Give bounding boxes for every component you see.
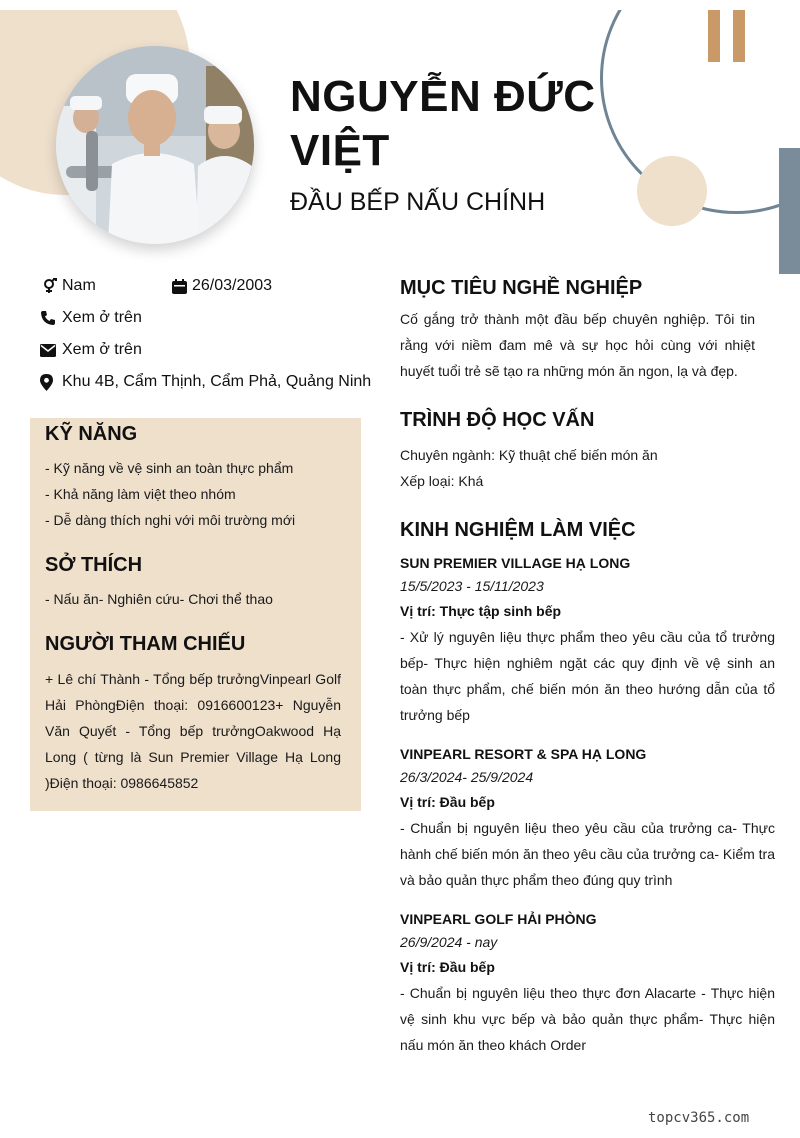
job-role: Vị trí: Thực tập sinh bếp [400,603,562,619]
gender-icon [40,277,62,295]
contact-gender [40,277,96,295]
email-text: Xem ở trên [62,341,142,358]
education-major: Chuyên ngành: Kỹ thuật chế biến món ăn [400,447,658,463]
calendar-icon [172,277,192,295]
objective-heading: MỤC TIÊU NGHỀ NGHIỆP [400,277,643,299]
chef-photo-illustration [56,46,254,244]
education-grade: Xếp loại: Khá [400,473,484,489]
contact-email [40,341,142,359]
skills-heading: KỸ NĂNG [45,423,138,445]
job-role: Vị trí: Đầu bếp [400,794,495,810]
objective-text: Cố gắng trở thành một đầu bếp chuyên nghiệp. Tôi tin rằng với niềm đam mê và sự học hỏi cùng với nhiệt huyết tuổi trẻ sẽ tạo ra những món ăn ngon, lạ và đẹp. [400,311,755,379]
gender-text: Nam [62,277,96,294]
candidate-name [290,70,600,178]
references-text: + Lê chí Thành - Tổng bếp trưởngVinpearl Golf Hải PhòngĐiện thoại: 0916600123+ Nguyễn Văn Quyết - Tổng bếp trưởngOakwood Hạ Long ( từng là Sun Premier Village Hạ Long )Điện thoại: 0986645852 [45,671,341,791]
contact-phone [40,309,142,327]
job-date: 26/3/2024- 25/9/2024 [400,769,534,785]
job-company: SUN PREMIER VILLAGE HẠ LONG [400,555,631,571]
contact-birthdate [172,277,272,295]
email-icon [40,341,62,359]
name-line-2: VIỆT [290,126,390,175]
job-description: - Xử lý nguyên liệu thực phẩm theo yêu cầu của tổ trưởng bếp- Thực hiện nghiêm ngặt các quy định về vệ sinh an toàn thực phẩm, chế biến món ăn theo hướng dẫn của tổ trưởng bếp [400,629,775,723]
job-company: VINPEARL GOLF HẢI PHÒNG [400,911,597,927]
education-heading: TRÌNH ĐỘ HỌC VẤN [400,409,595,431]
job-description: - Chuẩn bị nguyên liệu theo yêu cầu của trưởng ca- Thực hành chế biến món ăn theo yêu cầu của trưởng ca- Kiểm tra và bảo quản thực phẩm theo đúng quy trình [400,820,775,888]
phone-icon [40,309,62,327]
decor-tan-bar-left [708,10,720,62]
experience-heading: KINH NGHIỆM LÀM VIỆC [400,519,636,541]
left-info-panel [30,418,361,811]
decor-tan-bar-right [733,10,745,62]
location-pin-icon [40,373,62,391]
name-line-1: NGUYỄN ĐỨC [290,72,596,121]
references-heading: NGƯỜI THAM CHIẾU [45,633,246,655]
phone-text: Xem ở trên [62,309,142,326]
job-description: - Chuẩn bị nguyên liệu theo thực đơn Alacarte - Thực hiện vệ sinh khu vực bếp và bảo quản thực phẩm- Thực hiện nấu món ăn theo khách Order [400,985,775,1053]
hobbies-heading: SỞ THÍCH [45,554,143,576]
decor-top-margin [0,0,800,10]
address-text: Khu 4B, Cẩm Thịnh, Cẩm Phả, Quảng Ninh [62,373,372,390]
skill-item: - Kỹ năng về vệ sinh an toàn thực phẩm [45,460,294,476]
birthdate-text: 26/03/2003 [192,277,273,294]
profile-photo [56,46,254,244]
job-date: 26/9/2024 - nay [400,934,498,950]
hobbies-text: - Nấu ăn- Nghiên cứu- Chơi thể thao [45,591,273,607]
decor-beige-dot [637,156,707,226]
skill-item: - Khả năng làm việt theo nhóm [45,486,236,502]
job-role: Vị trí: Đầu bếp [400,959,495,975]
job-company: VINPEARL RESORT & SPA HẠ LONG [400,746,647,762]
decor-slate-bar [779,148,800,274]
job-title: ĐẦU BẾP NẤU CHÍNH [290,188,546,216]
job-date: 15/5/2023 - 15/11/2023 [400,578,544,594]
contact-address [40,373,371,391]
skill-item: - Dễ dàng thích nghi với môi trường mới [45,512,296,528]
footer-watermark: topcv365.com [648,1110,750,1126]
